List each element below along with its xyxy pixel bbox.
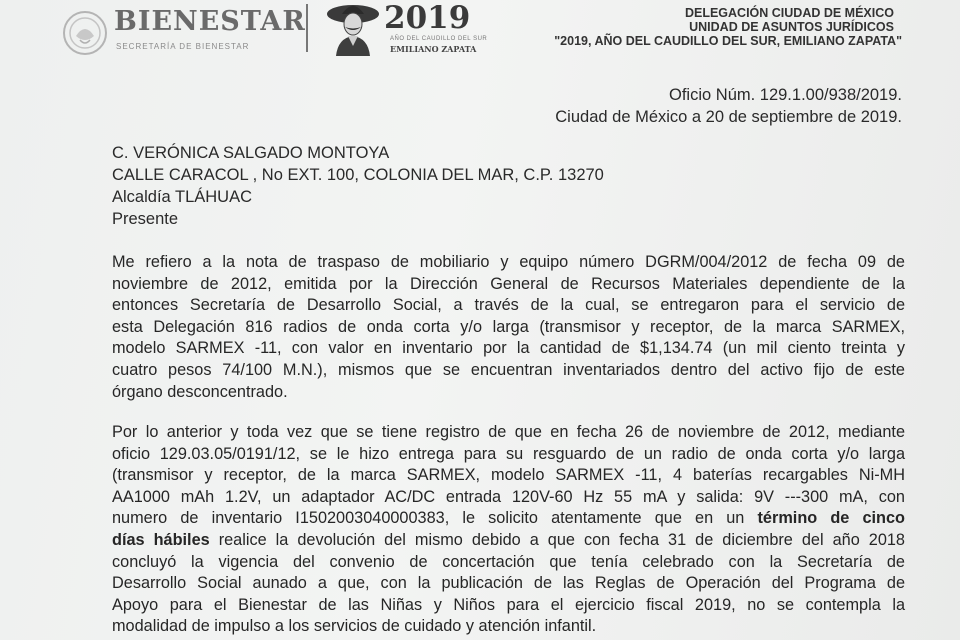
paragraph-line: concluyó la vigencia del convenio de concertación que tenía celebrado con la Secretaría de <box>112 552 905 571</box>
paragraph-line: cuatro pesos 74/100 M.N.), mismos que se encuentran inventariados dentro del activo fijo de este <box>112 360 905 379</box>
zapata-portrait-icon <box>326 0 380 56</box>
year-caption: AÑO DEL CAUDILLO DEL SUR <box>390 36 488 42</box>
delegation-line-2: UNIDAD DE ASUNTOS JURÍDICOS <box>689 20 894 34</box>
paragraph-line: modelo SARMEX -11, con valor en inventario por la cantidad de $1,134.74 (un mil ciento treinta y <box>112 339 905 358</box>
line-text: numero de inventario I1502003040000383, le solicito atentamente que en un <box>112 509 758 528</box>
place-date: Ciudad de México a 20 de septiembre de 2019. <box>555 108 902 126</box>
paragraph-line <box>112 508 905 530</box>
paragraph-line: órgano desconcentrado. <box>112 382 288 401</box>
paragraph-line: oficio 129.03.05/0191/12, se le hizo entrega para su resguardo de un radio de onda corta y/o larga <box>112 444 905 463</box>
delegation-line-1: DELEGACIÓN CIUDAD DE MÉXICO <box>684 6 894 20</box>
coat-of-arms-icon <box>62 10 108 56</box>
paragraph-line: esta Delegación 816 radios de onda corta y/o larga (transmisor y receptor, de la marca SARMEX, <box>112 317 905 336</box>
paragraph-line: Me refiero a la nota de traspaso de mobiliario y equipo número DGRM/004/2012 de fecha 09 de <box>112 253 905 271</box>
header-divider <box>306 4 308 52</box>
year-label: 2019 <box>384 0 471 36</box>
recipient-address: CALLE CARACOL , No EXT. 100, COLONIA DEL MAR, C.P. 13270 <box>112 166 604 184</box>
paragraph-line: Desarrollo Social aunado a que, con la publicación de las Reglas de Operación del Programa de <box>112 574 905 593</box>
delegation-motto: "2019, AÑO DEL CAUDILLO DEL SUR, EMILIANO ZAPATA" <box>554 34 902 48</box>
paragraph-line: entonces Secretaría de Desarrollo Social, a través de la cual, se entregaron para el servicio de <box>112 296 905 315</box>
recipient-greeting: Presente <box>112 210 179 228</box>
delegation-header <box>554 6 902 48</box>
paragraph-line: (transmisor y receptor, de la marca SARMEX, modelo SARMEX -11, 4 baterías recargables Ni-MH <box>112 466 905 485</box>
recipient-name: C. VERÓNICA SALGADO MONTOYA <box>112 144 390 162</box>
oficio-block <box>555 84 902 128</box>
body-paragraph-2 <box>112 422 905 638</box>
paragraph-line: AA1000 mAh 1.2V, un adaptador AC/DC entrada 120V-60 Hz 55 mA y salida: 9V ---300 mA, con <box>112 487 905 506</box>
deadline-emphasis: días hábiles <box>112 530 210 549</box>
brand-subtitle: SECRETARÍA DE BIENESTAR <box>116 42 250 51</box>
line-text: realice la devolución del mismo debido a que con fecha 31 de diciembre del año 2018 <box>209 530 905 549</box>
paragraph-line: noviembre de 2012, emitida por la Dirección General de Recursos Materiales dependiente de la <box>112 274 905 293</box>
brand-name: BIENESTAR <box>114 6 306 37</box>
paragraph-line: modalidad de impulso a los servicios de cuidado y atención infantil. <box>112 617 597 636</box>
year-caption-name: EMILIANO ZAPATA <box>390 44 477 54</box>
recipient-block <box>112 142 604 230</box>
paragraph-line <box>112 530 905 552</box>
paragraph-line: Por lo anterior y toda vez que se tiene registro de que en fecha 26 de noviembre de 2012, mediante <box>112 423 905 441</box>
deadline-emphasis: término de cinco <box>757 509 905 528</box>
body-paragraph-1 <box>112 252 905 403</box>
recipient-district: Alcaldía TLÁHUAC <box>112 188 253 206</box>
oficio-number: Oficio Núm. 129.1.00/938/2019. <box>669 86 902 104</box>
paragraph-line: Apoyo para el Bienestar de las Niñas y Niños para el ejercicio fiscal 2019, no se contempla la <box>112 595 905 614</box>
